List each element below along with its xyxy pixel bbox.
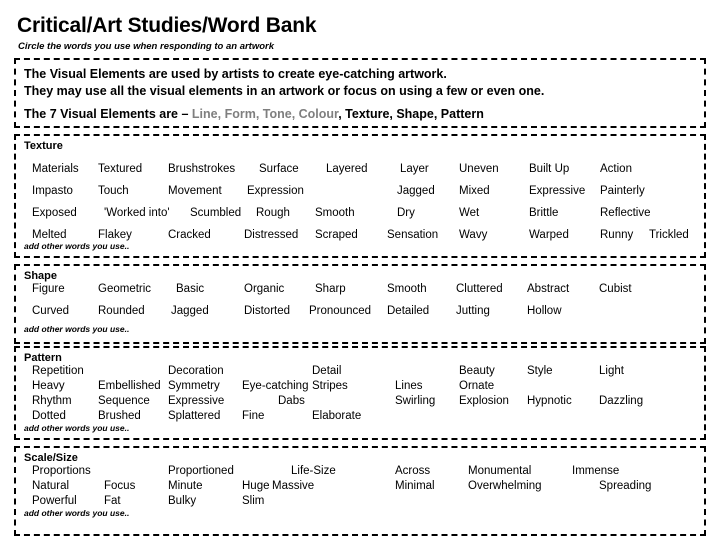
- word-chip[interactable]: Expressive: [529, 185, 586, 197]
- word-chip[interactable]: Bulky: [168, 495, 197, 507]
- word-chip[interactable]: Warped: [529, 229, 569, 241]
- word-chip[interactable]: Stripes: [312, 380, 348, 392]
- word-chip[interactable]: Huge: [242, 480, 270, 492]
- word-chip[interactable]: Jutting: [456, 305, 490, 317]
- intro-line-3: [24, 107, 484, 121]
- word-chip[interactable]: Repetition: [32, 365, 84, 377]
- word-chip[interactable]: Fine: [242, 410, 265, 422]
- word-chip[interactable]: Expressive: [168, 395, 225, 407]
- word-chip[interactable]: Uneven: [459, 163, 499, 175]
- word-chip[interactable]: Dazzling: [599, 395, 644, 407]
- word-chip[interactable]: Elaborate: [312, 410, 362, 422]
- word-chip[interactable]: Painterly: [600, 185, 645, 197]
- section-heading: Texture: [24, 140, 63, 152]
- word-chip[interactable]: Smooth: [315, 207, 355, 219]
- add-note: add other words you use..: [24, 241, 130, 251]
- word-chip[interactable]: Flakey: [98, 229, 132, 241]
- word-chip[interactable]: Curved: [32, 305, 70, 317]
- word-list-texture: [16, 136, 704, 256]
- intro-box: [14, 58, 706, 128]
- word-chip[interactable]: Detailed: [387, 305, 430, 317]
- word-chip[interactable]: Exposed: [32, 207, 77, 219]
- word-chip[interactable]: Rough: [256, 207, 290, 219]
- word-chip[interactable]: Natural: [32, 480, 70, 492]
- word-chip[interactable]: Light: [599, 365, 624, 377]
- word-chip[interactable]: Jagged: [397, 185, 435, 197]
- word-chip[interactable]: Slim: [242, 495, 265, 507]
- word-chip[interactable]: Figure: [32, 283, 65, 295]
- word-chip[interactable]: Impasto: [32, 185, 73, 197]
- word-chip[interactable]: Layered: [326, 163, 368, 175]
- word-chip[interactable]: Splattered: [168, 410, 221, 422]
- word-chip[interactable]: Minute: [168, 480, 203, 492]
- word-chip[interactable]: Rhythm: [32, 395, 72, 407]
- intro-line-3-rest-elements: , Texture, Shape, Pattern: [338, 107, 484, 121]
- word-chip[interactable]: Explosion: [459, 395, 509, 407]
- word-chip[interactable]: Hollow: [527, 305, 562, 317]
- word-chip[interactable]: Detail: [312, 365, 342, 377]
- word-chip[interactable]: Scumbled: [190, 207, 242, 219]
- page-title: Critical/Art Studies/Word Bank: [17, 14, 317, 37]
- word-chip[interactable]: Dabs: [278, 395, 305, 407]
- intro-line-1: The Visual Elements are used by artists to create eye-catching artwork.: [24, 67, 447, 81]
- word-chip[interactable]: Surface: [259, 163, 299, 175]
- intro-line-3-grey-elements: Line, Form, Tone, Colour: [191, 107, 339, 121]
- add-note: add other words you use..: [24, 324, 130, 334]
- word-chip[interactable]: Geometric: [98, 283, 152, 295]
- word-chip[interactable]: Life-Size: [291, 465, 336, 477]
- word-chip[interactable]: Eye-catching: [242, 380, 309, 392]
- word-chip[interactable]: Reflective: [600, 207, 651, 219]
- word-chip[interactable]: Overwhelming: [468, 480, 542, 492]
- word-chip[interactable]: Minimal: [395, 480, 435, 492]
- word-chip[interactable]: Proportioned: [168, 465, 234, 477]
- section-heading: Pattern: [24, 352, 62, 364]
- word-chip[interactable]: Brittle: [529, 207, 559, 219]
- word-chip[interactable]: Across: [395, 465, 431, 477]
- word-chip[interactable]: Symmetry: [168, 380, 220, 392]
- word-chip[interactable]: Expression: [247, 185, 304, 197]
- word-chip[interactable]: Cubist: [599, 283, 632, 295]
- word-chip[interactable]: Cracked: [168, 229, 211, 241]
- word-chip[interactable]: Brushstrokes: [168, 163, 236, 175]
- word-chip[interactable]: 'Worked into': [104, 207, 170, 219]
- word-chip[interactable]: Hypnotic: [527, 395, 572, 407]
- word-chip[interactable]: Textured: [98, 163, 143, 175]
- section-heading: Shape: [24, 270, 58, 282]
- word-chip[interactable]: Wavy: [459, 229, 488, 241]
- word-chip[interactable]: Decoration: [168, 365, 224, 377]
- word-chip[interactable]: Basic: [176, 283, 205, 295]
- section-shape: [14, 264, 706, 344]
- word-chip[interactable]: Lines: [395, 380, 423, 392]
- word-chip[interactable]: Sensation: [387, 229, 439, 241]
- word-chip[interactable]: Trickled: [649, 229, 689, 241]
- word-chip[interactable]: Ornate: [459, 380, 495, 392]
- section-pattern: [14, 346, 706, 440]
- word-chip[interactable]: Brushed: [98, 410, 141, 422]
- section-texture: [14, 134, 706, 258]
- word-chip[interactable]: Pronounced: [309, 305, 372, 317]
- word-chip[interactable]: Sequence: [98, 395, 150, 407]
- word-chip[interactable]: Focus: [104, 480, 136, 492]
- add-note: add other words you use..: [24, 423, 130, 433]
- page-subtitle: Circle the words you use when responding to an artwork: [18, 41, 275, 52]
- word-chip[interactable]: Action: [600, 163, 632, 175]
- word-chip[interactable]: Cluttered: [456, 283, 503, 295]
- word-chip[interactable]: Immense: [572, 465, 620, 477]
- word-chip[interactable]: Melted: [32, 229, 67, 241]
- word-chip[interactable]: Layer: [400, 163, 429, 175]
- word-chip[interactable]: Proportions: [32, 465, 91, 477]
- word-chip[interactable]: Powerful: [32, 495, 77, 507]
- word-chip[interactable]: Dotted: [32, 410, 66, 422]
- word-chip[interactable]: Embellished: [98, 380, 161, 392]
- add-note: add other words you use..: [24, 508, 130, 518]
- word-chip[interactable]: Monumental: [468, 465, 532, 477]
- word-chip[interactable]: Distorted: [244, 305, 291, 317]
- word-chip[interactable]: Wet: [459, 207, 480, 219]
- word-chip[interactable]: Jagged: [171, 305, 209, 317]
- word-chip[interactable]: Smooth: [387, 283, 427, 295]
- word-chip[interactable]: Spreading: [599, 480, 652, 492]
- word-chip[interactable]: Scraped: [315, 229, 358, 241]
- word-chip[interactable]: Dry: [397, 207, 415, 219]
- word-chip[interactable]: Rounded: [98, 305, 145, 317]
- section-heading: Scale/Size: [24, 452, 78, 464]
- intro-line-3-prefix: The 7 Visual Elements are –: [24, 107, 192, 121]
- word-chip[interactable]: Abstract: [527, 283, 570, 295]
- intro-line-2: They may use all the visual elements in an artwork or focus on using a few or even one.: [24, 84, 545, 98]
- word-chip[interactable]: Fat: [104, 495, 121, 507]
- word-list-scale-size: [16, 448, 704, 534]
- word-chip[interactable]: Mixed: [459, 185, 490, 197]
- word-chip[interactable]: Beauty: [459, 365, 495, 377]
- section-scale-size: [14, 446, 706, 536]
- word-chip[interactable]: Built Up: [529, 163, 570, 175]
- word-chip[interactable]: Organic: [244, 283, 285, 295]
- word-chip[interactable]: Massive: [272, 480, 315, 492]
- word-chip[interactable]: Movement: [168, 185, 222, 197]
- word-chip[interactable]: Materials: [32, 163, 79, 175]
- word-chip[interactable]: Runny: [600, 229, 634, 241]
- word-chip[interactable]: Distressed: [244, 229, 299, 241]
- word-chip[interactable]: Sharp: [315, 283, 346, 295]
- word-chip[interactable]: Swirling: [395, 395, 436, 407]
- word-chip[interactable]: Heavy: [32, 380, 65, 392]
- word-chip[interactable]: Touch: [98, 185, 129, 197]
- word-chip[interactable]: Style: [527, 365, 553, 377]
